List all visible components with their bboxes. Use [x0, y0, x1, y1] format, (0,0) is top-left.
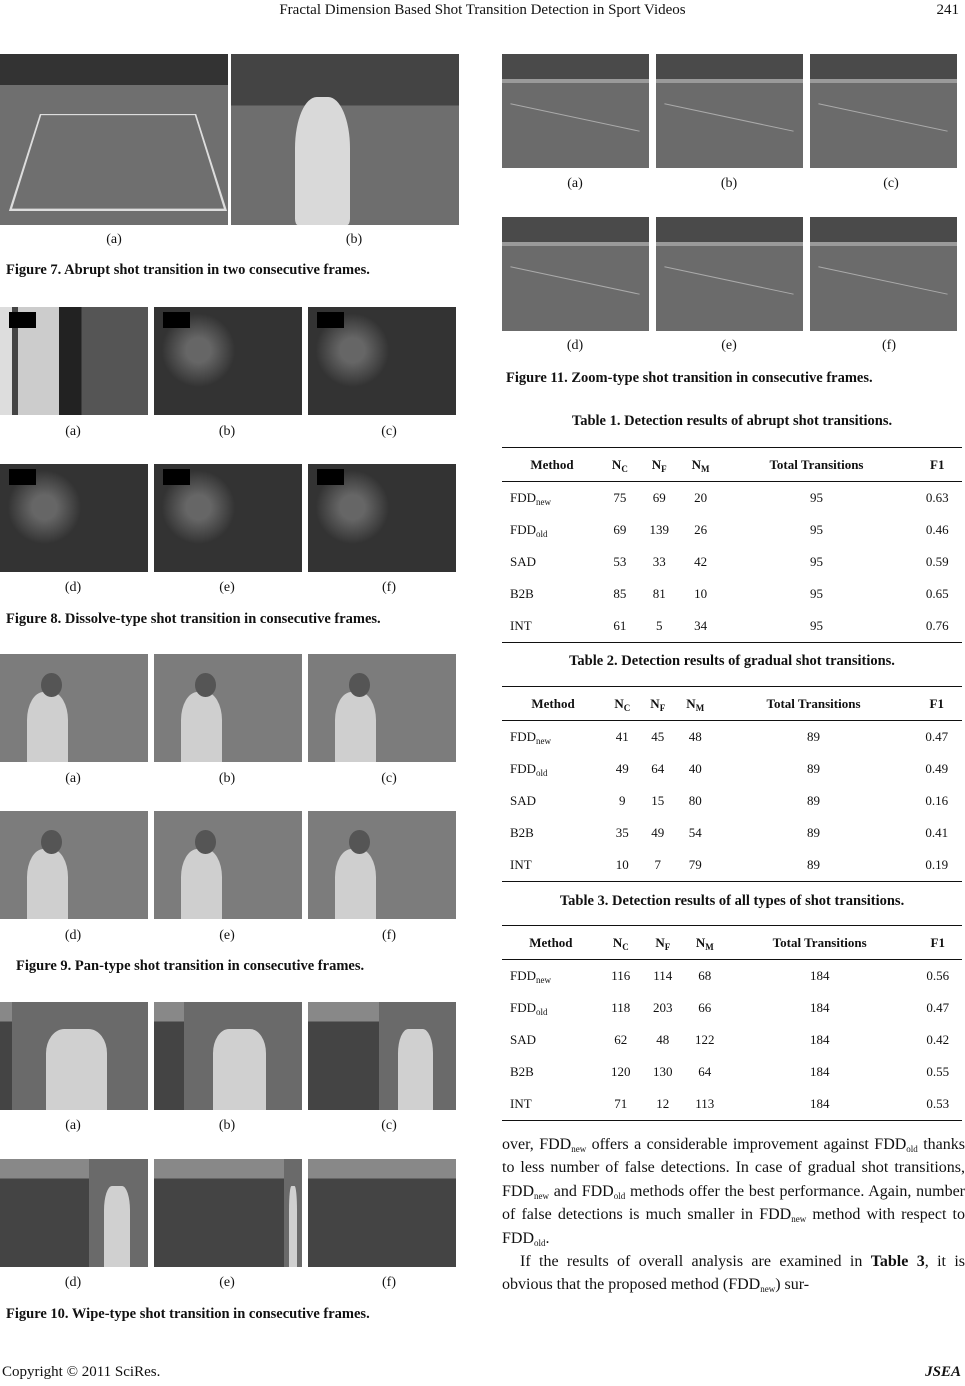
figure-9-frame-d [0, 811, 148, 919]
table-row: B2B 35 49 54 89 0.41 [510, 825, 949, 840]
figure-8-label-b: (b) [218, 424, 236, 439]
table-reference[interactable]: Table 3 [870, 1253, 925, 1271]
figure-11-frame-a [502, 54, 649, 168]
figure-9-label-f: (f) [382, 928, 396, 943]
figure-11-label-c: (c) [883, 176, 899, 191]
figure-11-label-b: (b) [720, 176, 738, 191]
figure-11-label-f: (f) [882, 338, 896, 353]
table-row: $FDD_{old}$ 118 203 66 184 0.47 [510, 1000, 950, 1017]
col-method: Method [502, 687, 604, 721]
figure-10-frame-c [308, 1002, 456, 1110]
figure-7-label-a: (a) [106, 232, 122, 247]
figure-10-frame-b [154, 1002, 302, 1110]
figure-9-label-e: (e) [219, 928, 235, 943]
table-row: SAD 9 15 80 89 0.16 [510, 793, 949, 808]
figure-8-frame-e [154, 464, 302, 572]
figure-11-caption: Figure 11. Zoom-type shot transition in consecutive frames. [506, 370, 873, 386]
figure-10-caption: Figure 10. Wipe-type shot transition in consecutive frames. [6, 1306, 370, 1322]
figure-11-frame-f [810, 217, 957, 331]
table-3-caption: Table 3. Detection results of all types of shot transitions. [559, 893, 905, 909]
figure-9-frame-a [0, 654, 148, 762]
col-method: Method [502, 926, 600, 960]
table-row: INT 61 5 34 95 0.76 [502, 610, 962, 643]
figure-8-caption: Figure 8. Dissolve-type shot transition in consecutive frames. [6, 611, 381, 627]
table-row: B2B 120 130 64 184 0.55 [510, 1064, 950, 1079]
figure-11-label-a: (a) [567, 176, 583, 191]
col-nf: $N_F$ [642, 926, 684, 960]
figure-11-label-e: (e) [721, 338, 737, 353]
figure-9-caption: Figure 9. Pan-type shot transition in consecutive frames. [16, 958, 365, 974]
table-row: $FDD_{new}$ 116 114 68 184 0.56 [510, 968, 950, 985]
figure-10-frame-a [0, 1002, 148, 1110]
figure-9-frame-b [154, 654, 302, 762]
page-number: 241 [936, 2, 959, 18]
table-2-caption: Table 2. Detection results of gradual shot transitions. [569, 653, 895, 669]
table-row: $FDD_{old}$ 69 139 26 95 0.46 [510, 522, 949, 539]
col-nc: $N_C$ [602, 448, 638, 482]
figure-7-label-b: (b) [345, 232, 363, 247]
col-nm: $N_M$ [681, 448, 721, 482]
figure-8-label-f: (f) [382, 580, 396, 595]
figure-9-label-c: (c) [381, 771, 397, 786]
figure-11-frame-c [810, 54, 957, 168]
col-total: Total Transitions [716, 687, 912, 721]
figure-9-frame-f [308, 811, 456, 919]
figure-9-frame-e [154, 811, 302, 919]
figure-10-frame-d [0, 1159, 148, 1267]
journal-name: JSEA [925, 1364, 961, 1380]
figure-10-label-f: (f) [382, 1275, 396, 1290]
col-nc: $N_C$ [600, 926, 642, 960]
copyright: Copyright © 2011 SciRes. [2, 1364, 161, 1380]
paragraph: If the results of overall analysis are examined in Table 3, it is obvious that the proposed method $(FDD_{new})$ sur- [502, 1253, 965, 1295]
table-row: $FDD_{old}$ 49 64 40 89 0.49 [510, 761, 949, 778]
figure-9-frame-c [308, 654, 456, 762]
table-row: B2B 85 81 10 95 0.65 [510, 586, 949, 601]
figure-8-frame-a [0, 307, 148, 415]
figure-9-label-a: (a) [65, 771, 81, 786]
figure-7-frame-b [231, 54, 459, 225]
figure-7-caption: Figure 7. Abrupt shot transition in two consecutive frames. [6, 262, 370, 278]
table-header-row [502, 687, 962, 721]
page-footer [0, 1364, 965, 1386]
figure-10-label-d: (d) [64, 1275, 82, 1290]
figure-11-frame-d [502, 217, 649, 331]
figure-11-label-d: (d) [566, 338, 584, 353]
figure-10-label-a: (a) [65, 1118, 81, 1133]
col-nf: $N_F$ [641, 687, 675, 721]
col-nm: $N_M$ [684, 926, 726, 960]
figure-8-label-d: (d) [64, 580, 82, 595]
figure-10-label-e: (e) [219, 1275, 235, 1290]
figure-11-frame-e [656, 217, 803, 331]
table-row: INT 10 7 79 89 0.19 [502, 849, 962, 882]
col-total: Total Transitions [720, 448, 912, 482]
col-f1: F1 [912, 448, 962, 482]
col-nf: $N_F$ [638, 448, 681, 482]
table-row: SAD 62 48 122 184 0.42 [510, 1032, 950, 1047]
figure-8-frame-b [154, 307, 302, 415]
figure-10-frame-e [154, 1159, 302, 1267]
col-f1: F1 [911, 687, 962, 721]
figure-8-frame-d [0, 464, 148, 572]
col-nm: $N_M$ [675, 687, 716, 721]
col-f1: F1 [914, 926, 962, 960]
table-header-row [502, 926, 962, 960]
running-title: Fractal Dimension Based Shot Transition Detection in Sport Videos [279, 2, 686, 18]
figure-8-frame-f [308, 464, 456, 572]
col-total: Total Transitions [726, 926, 914, 960]
table-1-caption: Table 1. Detection results of abrupt shot transitions. [571, 413, 893, 429]
figure-9-label-d: (d) [64, 928, 82, 943]
figure-8-label-c: (c) [381, 424, 397, 439]
table-row: INT 71 12 113 184 0.53 [502, 1088, 962, 1121]
figure-10-label-b: (b) [218, 1118, 236, 1133]
body-text [502, 1133, 965, 1297]
figure-11-frame-b [656, 54, 803, 168]
table-header-row [502, 448, 962, 482]
paragraph: over, $FDD_{new}$ offers a considerable improvement against $FDD_{old}$ thanks to less number of false detections. In case of gradual shot transitions, $FDD_{new}$ and $FDD_{old}$ methods offer the best performance. Again, number of false detections is much smaller in $FDD_{new}$ method with respect to $FDD_{old}$. [502, 1136, 965, 1248]
table-3 [502, 925, 962, 1121]
figure-8-label-e: (e) [219, 580, 235, 595]
table-row: SAD 53 33 42 95 0.59 [510, 554, 949, 569]
figure-10-label-c: (c) [381, 1118, 397, 1133]
table-1 [502, 447, 962, 643]
figure-10-frame-f [308, 1159, 456, 1267]
col-nc: $N_C$ [604, 687, 640, 721]
table-row: $FDD_{new}$ 41 45 48 89 0.47 [510, 729, 949, 746]
figure-8-frame-c [308, 307, 456, 415]
figure-9-label-b: (b) [218, 771, 236, 786]
table-row: $FDD_{new}$ 75 69 20 95 0.63 [510, 490, 949, 507]
col-method: Method [502, 448, 602, 482]
page-header [0, 0, 965, 24]
figure-7-frame-a [0, 54, 228, 225]
figure-8-label-a: (a) [65, 424, 81, 439]
table-2 [502, 686, 962, 882]
